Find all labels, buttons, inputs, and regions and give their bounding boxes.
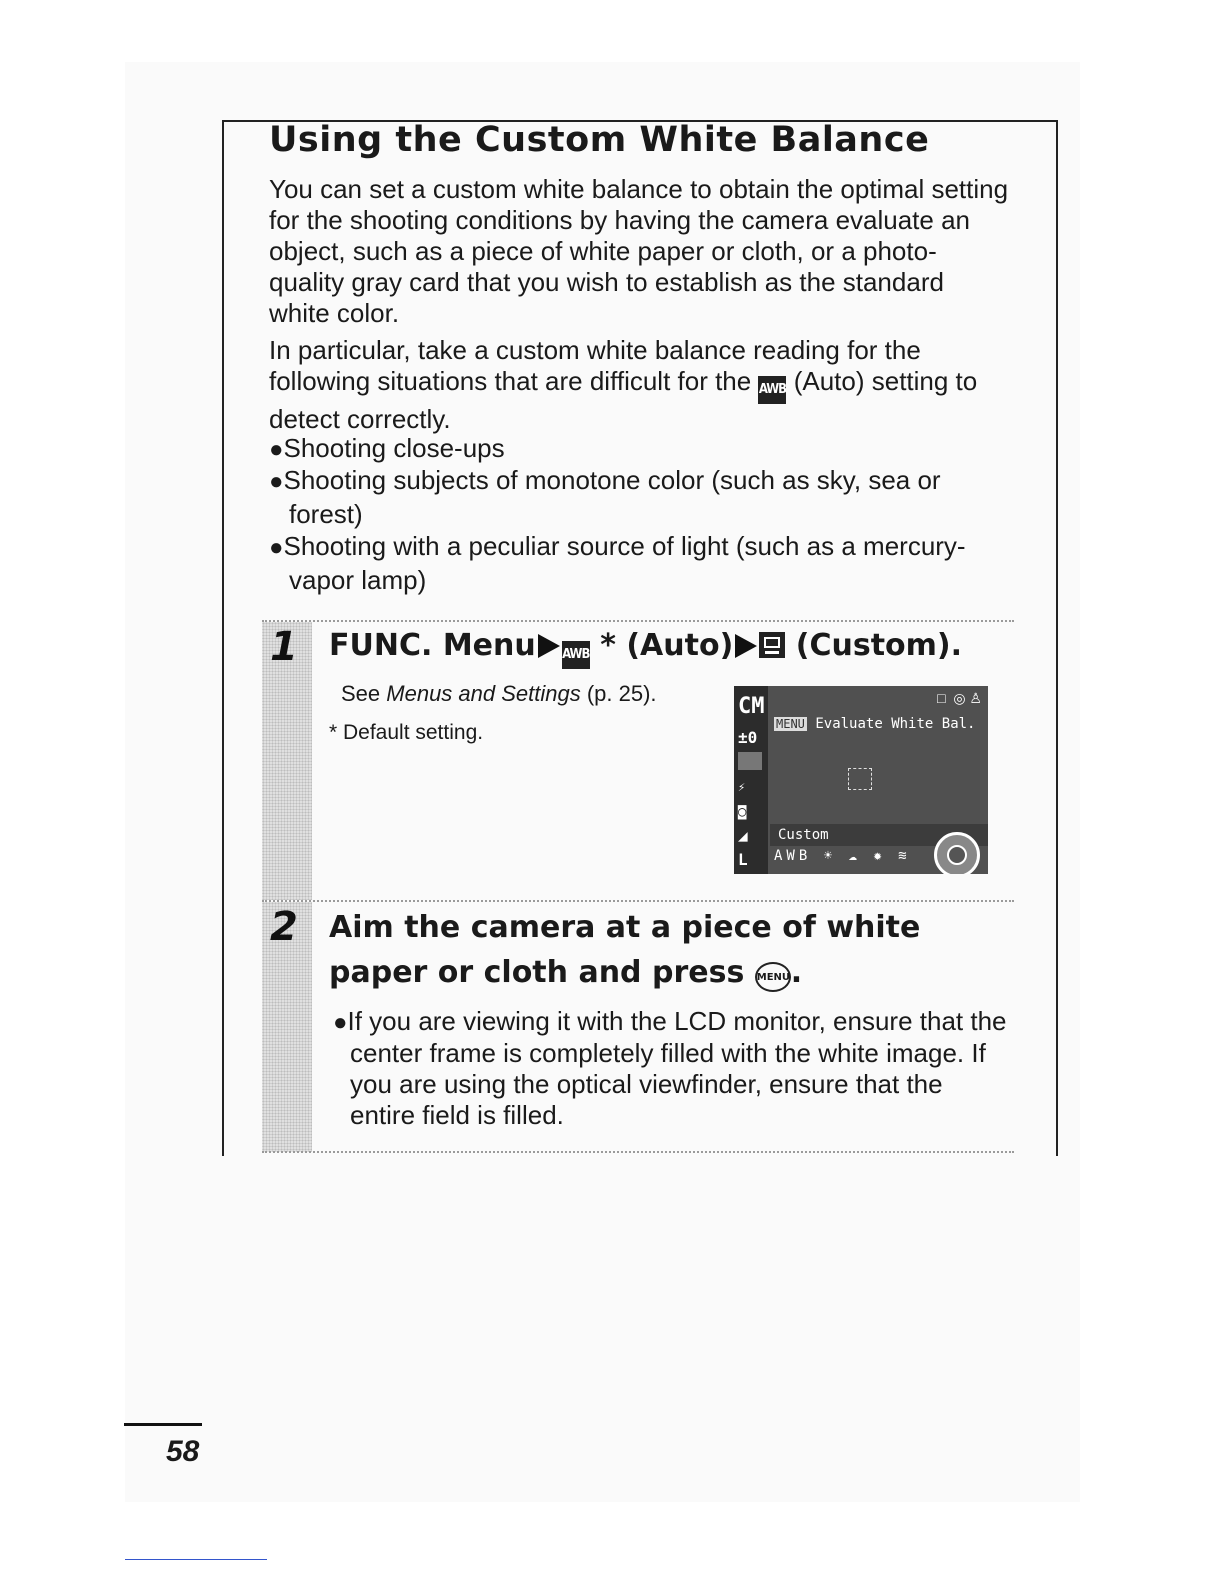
bullet-icon: ● [269, 468, 284, 495]
step-heading: FUNC. Menu AWB * (Auto) (Custom). [329, 628, 962, 669]
bullet-icon: ● [269, 436, 284, 463]
arrow-right-icon [538, 634, 560, 658]
lcd-status-icons: □ ◎ ♙ [937, 690, 982, 706]
divider [262, 1151, 1014, 1153]
lcd-custom-label: Custom [770, 824, 988, 846]
divider [262, 900, 1014, 902]
lcd-menu-line: MENU Evaluate White Bal. [776, 716, 976, 732]
flash-off-icon: ⚡ [738, 780, 746, 794]
quality-icon: ◢ [738, 826, 748, 845]
wb-icon [738, 752, 762, 770]
step-heading-line2: paper or cloth and press MENU. [329, 955, 803, 990]
menu-button-icon: MENU [755, 962, 791, 992]
intro-paragraph-2: In particular, take a custom white balance reading for the following situations that are difficult for the AWB (Auto) setting to detect correctly. [269, 335, 978, 434]
page-rule [124, 1423, 202, 1426]
step-number: 1 [270, 624, 298, 670]
custom-wb-highlight-icon [934, 832, 980, 874]
arrow-right-icon [735, 634, 757, 658]
reference-link: Menus and Settings [386, 681, 581, 706]
exposure-value: ±0 [738, 728, 758, 747]
menu-tag: MENU [776, 717, 805, 731]
section-title: Using the Custom White Balance [269, 120, 930, 160]
center-frame [848, 768, 872, 790]
bullet-icon: ● [333, 1009, 348, 1036]
size-label: L [738, 850, 748, 869]
list-item: ●If you are viewing it with the LCD monitor, ensure that the center frame is completely filled with the white image. If you are using the optical viewfinder, ensure that the entire field is filled. [333, 1006, 1007, 1130]
footnote: * Default setting. [329, 721, 484, 744]
list-item: ●Shooting with a peculiar source of light (such as a mercury-vapor lamp) [269, 531, 966, 595]
list-item: ●Shooting close-ups [269, 433, 505, 463]
awb-icon: AWB [758, 376, 786, 404]
custom-wb-icon [759, 632, 785, 658]
mode-icon: CM [738, 694, 765, 719]
wb-options-row: AWB ☀ ☁ ✹ ≋ [774, 848, 911, 864]
bullet-icon: ● [269, 534, 284, 561]
reference-text: See Menus and Settings (p. 25). [341, 681, 657, 706]
list-item: ●Shooting subjects of monotone color (such as sky, sea or forest) [269, 465, 941, 529]
intro-paragraph: You can set a custom white balance to obtain the optimal setting for the shooting conditions by having the camera evaluate an object, such as a piece of white paper or cloth, or a photo-quality gray card that you wish to establish as the standard white color. [269, 174, 1009, 328]
lcd-screen [734, 686, 988, 874]
page-number: 58 [166, 1435, 200, 1468]
awb-icon: AWB [562, 641, 590, 669]
step-number: 2 [270, 904, 298, 950]
step-heading: Aim the camera at a piece of white [329, 910, 921, 945]
divider [262, 620, 1014, 622]
metering-icon: ◙ [738, 804, 747, 820]
bottom-rule [125, 1559, 267, 1560]
